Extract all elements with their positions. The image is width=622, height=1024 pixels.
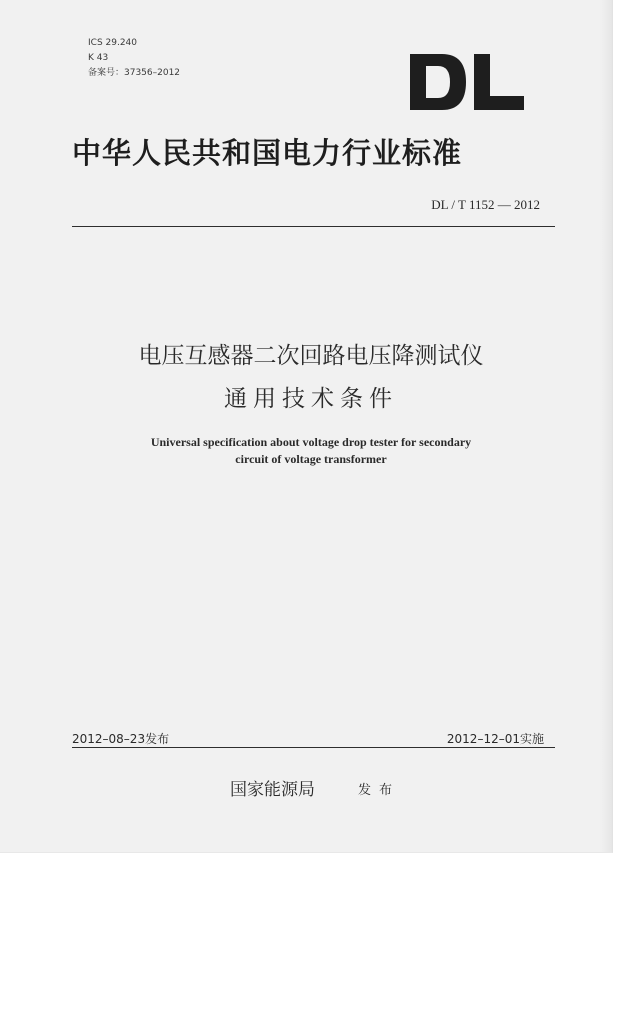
filing-number: 备案号：37356–2012 xyxy=(88,68,181,78)
document-title-cn-line1: 电压互感器二次回路电压降测试仪 xyxy=(138,343,484,369)
classification-block xyxy=(88,36,180,81)
publish-label: 发布 xyxy=(358,783,401,798)
header-divider xyxy=(72,226,555,227)
document-title-en xyxy=(0,434,622,468)
industry-standard-title: 中华人民共和国电力行业标准 xyxy=(72,136,463,170)
document-title-cn-line2: 通用技术条件 xyxy=(224,386,398,412)
issue-date: 2012–08–23发布 xyxy=(72,732,170,746)
document-title-en-line2: circuit of voltage transformer xyxy=(235,452,387,466)
publisher-name: 国家能源局 xyxy=(230,780,315,800)
logo-letter-d xyxy=(410,54,466,110)
standard-number: DL / T 1152 — 2012 xyxy=(431,197,540,212)
document-title-en-line1: Universal specification about voltage drop tester for secondary xyxy=(150,435,472,449)
classification-code: K 43 xyxy=(88,53,109,63)
footer-divider xyxy=(72,747,555,748)
dl-logo xyxy=(408,52,526,112)
page-edge-shadow xyxy=(600,0,612,852)
logo-letter-l xyxy=(474,54,524,110)
implementation-date: 2012–12–01实施 xyxy=(446,732,544,746)
ics-code: ICS 29.240 xyxy=(88,38,138,48)
